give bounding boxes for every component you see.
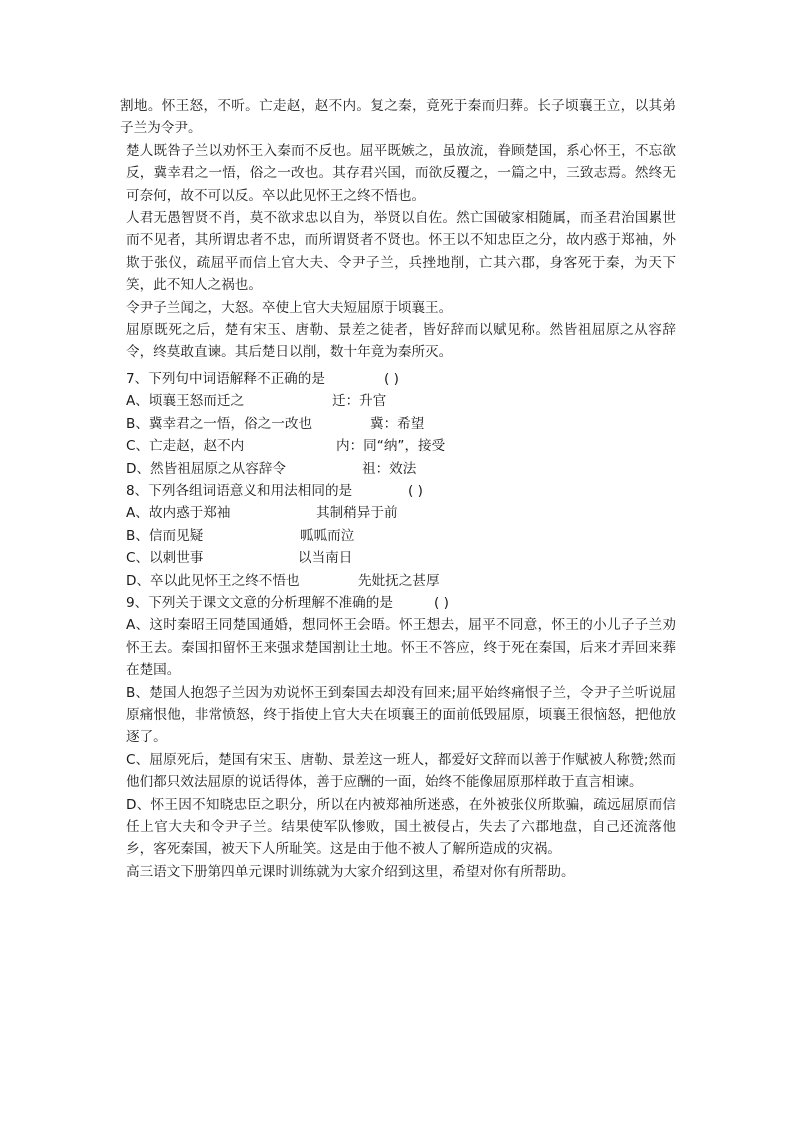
option-text: D、然皆祖屈原之从容辞令 [126, 460, 286, 477]
answer-paren: ( ) [434, 595, 449, 611]
passage-paragraph: 人君无愚智贤不肖，莫不欲求忠以自为，举贤以自佐。然亡国破家相随属，而圣君治国累世而不见者，其所谓忠者不忠，而所谓贤者不贤也。怀王以不知忠臣之分，故内惑于郑袖，外欺于张仪，疏屈平而信上官大夫、令尹子兰，兵挫地削，亡其六郡，身客死于秦，为天下笑，此不知人之祸也。 [126, 210, 676, 294]
closing-text: 高三语文下册第四单元课时训练就为大家介绍到这里，希望对你有所帮助。 [126, 863, 575, 880]
option-row [120, 570, 676, 592]
question-stem [120, 368, 676, 390]
option-row [120, 413, 676, 435]
option-gloss: 迁：升官 [332, 393, 387, 410]
option-gloss: 内：同“纳”，接受 [336, 438, 446, 455]
option-row [120, 502, 676, 524]
passage-paragraph: 割地。怀王怒，不听。亡走赵，赵不内。复之秦，竟死于秦而归葬。长子顷襄王立，以其弟子兰为令尹。 [120, 98, 676, 137]
option-paragraph: A、这时秦昭王同楚国通婚，想同怀王会晤。怀王想去，屈平不同意，怀王的小儿子子兰劝怀王去。秦国扣留怀王来强求楚国割让土地。怀王不答应，终于死在秦国，后来才弄回来葬在楚国。 [126, 617, 676, 679]
option-text: B、冀幸君之一悟，俗之一改也 [126, 415, 313, 432]
option-text: C、亡走赵，赵不内 [126, 438, 245, 455]
option-text: D、卒以此见怀王之终不悟也 [126, 572, 300, 589]
question-text: 8、下列各组词语意义和用法相同的是 [126, 483, 353, 499]
option-row [120, 390, 676, 412]
option-paragraph: D、怀王因不知晓忠臣之职分，所以在内被郑袖所迷惑，在外被张仪所欺骗，疏远屈原而信任上官大夫和令尹子兰。结果使军队惨败，国土被侵占，失去了六郡地盘，自己还流落他乡，客死秦国，被天下人所耻笑。这是由于他不被人了解所造成的灾祸。 [126, 796, 676, 858]
option-row [120, 435, 676, 457]
answer-paren: ( ) [408, 483, 423, 499]
question-7 [120, 368, 676, 480]
option-row [120, 547, 676, 569]
option-compare: 以当南日 [298, 550, 353, 567]
option-row [120, 458, 676, 480]
question-text: 9、下列关于课文文意的分析理解不准确的是 [126, 595, 393, 611]
option-gloss: 冀：希望 [370, 415, 425, 432]
passage-paragraph: 屈原既死之后，楚有宋玉、唐勒、景差之徒者，皆好辞而以赋见称。然皆祖屈原之从容辞令，终莫敢直谏。其后楚日以削，数十年竟为秦所灭。 [126, 322, 676, 361]
question-9 [120, 592, 676, 883]
question-text: 7、下列句中词语解释不正确的是 [126, 371, 325, 387]
answer-paren: ( ) [384, 371, 399, 387]
question-8 [120, 480, 676, 592]
option-text: C、以刺世事 [126, 550, 204, 567]
option-text: A、顷襄王怒而迁之 [126, 393, 245, 410]
option-paragraph: B、楚国人抱怨子兰因为劝说怀王到秦国去却没有回来;屈平始终痛恨子兰，令尹子兰听说屈原痛恨他，非常愤怒，终于指使上官大夫在顷襄王的面前低毁屈原，顷襄王很恼怒，把他放逐了。 [126, 684, 676, 746]
question-stem [120, 592, 676, 614]
option-gloss: 祖：效法 [362, 460, 417, 477]
option-compare: 其制稍异于前 [316, 505, 398, 522]
passage [120, 95, 676, 364]
option-compare: 呱呱而泣 [300, 527, 355, 544]
option-text: A、故内惑于郑袖 [126, 505, 231, 522]
passage-paragraph: 令尹子兰闻之，大怒。卒使上官大夫短屈原于顷襄王。 [126, 299, 453, 316]
option-row [120, 525, 676, 547]
question-stem [120, 480, 676, 502]
passage-paragraph: 楚人既咎子兰以劝怀王入秦而不反也。屈平既嫉之，虽放流，眷顾楚国，系心怀王，不忘欲反，冀幸君之一悟，俗之一改也。其存君兴国，而欲反覆之，一篇之中，三致志焉。然终无可奈何，故不可以反。卒以此见怀王之终不悟也。 [126, 142, 676, 204]
option-text: B、信而见疑 [126, 527, 204, 544]
option-compare: 先妣抚之甚厚 [358, 572, 440, 589]
option-paragraph: C、屈原死后，楚国有宋玉、唐勒、景差这一班人，都爱好文辞而以善于作赋被人称赞;然而他们都只效法屈原的说话得体，善于应酬的一面，始终不能像屈原那样敢于直言相谏。 [126, 751, 676, 791]
